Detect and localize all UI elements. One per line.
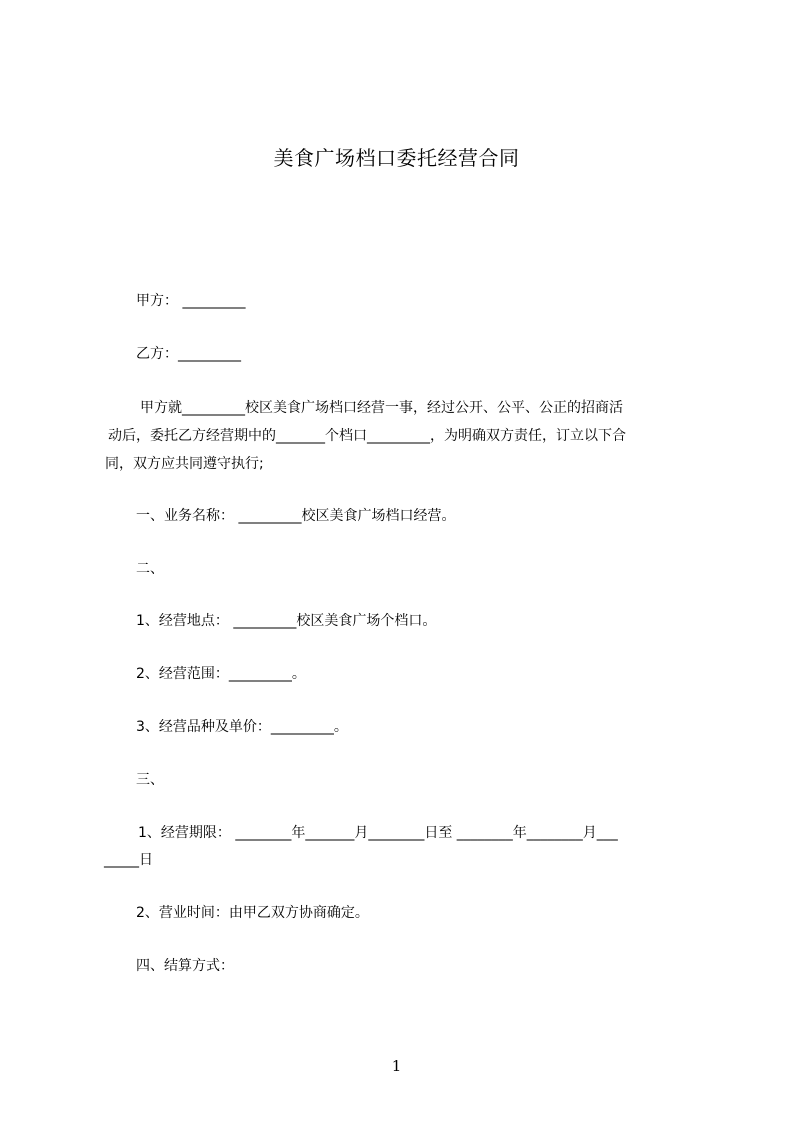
item-business-scope: 2、经营范围：_________。 (136, 666, 306, 682)
document-title: 美食广场档口委托经营合同 (273, 146, 520, 170)
section-2-heading: 二、 (136, 561, 164, 577)
intro-paragraph-line-1: 甲方就_________校区美食广场档口经营一事，经过公开、公平、公正的招商活 (140, 400, 623, 416)
page-number: 1 (391, 1057, 402, 1075)
intro-paragraph-line-2: 动后，委托乙方经营期中的_______个档口_________，为明确双方责任，订立以下合 (108, 428, 626, 444)
section-1-business-name: 一、业务名称： _________校区美食广场档口经营。 (136, 508, 456, 524)
item-business-term-line-1: 1、经营期限： ________年_______月________日至 ________年________月___ (138, 825, 618, 841)
section-3-heading: 三、 (136, 772, 164, 788)
item-products-and-prices: 3、经营品种及单价：_________。 (136, 719, 348, 735)
party-b-line: 乙方：_________ (136, 346, 241, 362)
item-business-location: 1、经营地点： _________校区美食广场个档口。 (136, 613, 437, 629)
intro-paragraph-line-3: 同，双方应共同遵守执行; (105, 456, 264, 472)
section-4-settlement-method: 四、结算方式： (136, 958, 234, 974)
party-a-line: 甲方： _________ (136, 293, 246, 309)
item-business-term-line-2: _____日 (104, 852, 153, 868)
item-business-hours: 2、营业时间：由甲乙双方协商确定。 (136, 905, 369, 921)
